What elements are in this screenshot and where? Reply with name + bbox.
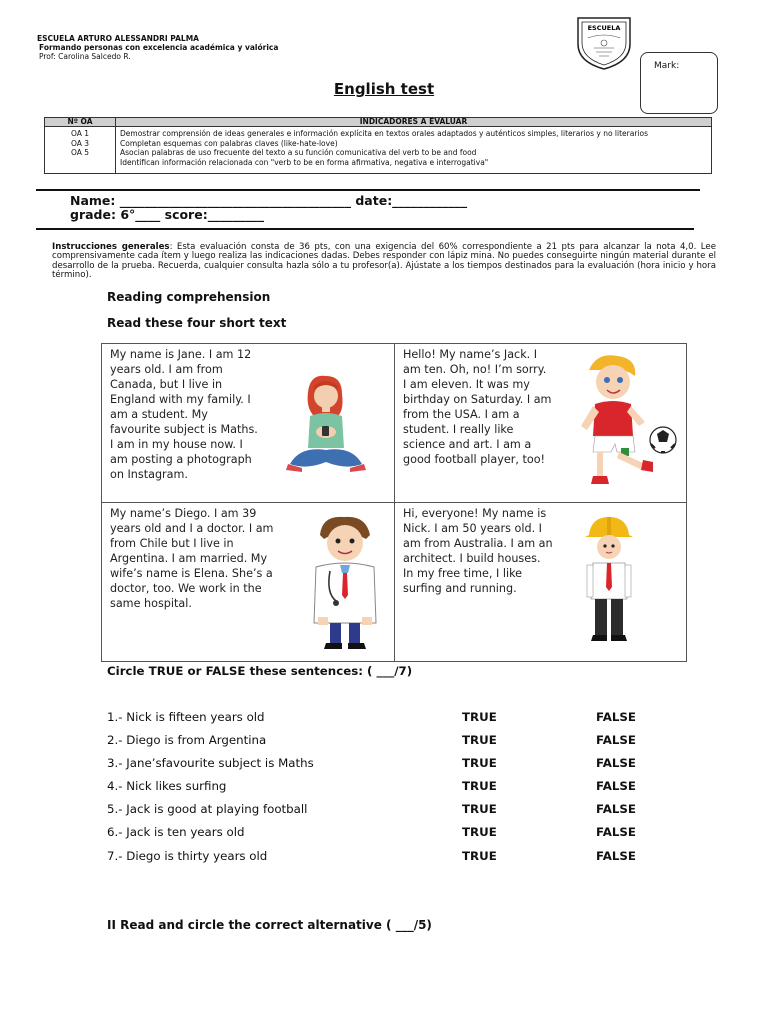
reading-texts-grid <box>101 343 687 662</box>
true-option[interactable]: TRUE <box>462 779 497 793</box>
tf-question: 5.- Jack is good at playing football <box>107 802 308 816</box>
table-row <box>45 127 712 174</box>
indicator: Identifican información relacionada con "verb to be en forma afirmativa, negativa e interrogativa" <box>120 157 489 167</box>
section-subheading: Read these four short text <box>107 316 287 330</box>
false-option[interactable]: FALSE <box>596 802 636 816</box>
tf-question: 4.- Nick likes surfing <box>107 779 227 793</box>
school-seal <box>574 14 634 72</box>
true-option[interactable]: TRUE <box>462 733 497 747</box>
true-option[interactable]: TRUE <box>462 802 497 816</box>
tf-question: 1.- Nick is fifteen years old <box>107 710 265 724</box>
true-option[interactable]: TRUE <box>462 849 497 863</box>
section-2-heading: II Read and circle the correct alternative ( ___/5) <box>107 918 432 932</box>
col-oa-header: Nº OA <box>45 118 116 127</box>
true-option[interactable]: TRUE <box>462 756 497 770</box>
col-indicators-header: INDICADORES A EVALUAR <box>116 118 712 127</box>
indicator: Asocian palabras de uso frecuente del texto a su función comunicativa del verb to be and food <box>120 148 477 157</box>
text-nick <box>395 503 686 661</box>
architect-image <box>579 515 639 645</box>
text-jack-body: Hello! My name’s Jack. I am ten. Oh, no! I’m sorry. I am eleven. It was my birthday on Saturday. I am from the USA. I am a student. I really like science and art. I am a good football player, too! <box>403 348 552 466</box>
text-diego-body: My name’s Diego. I am 39 years old and I a doctor. I am from Chile but I live in Argentina. I am married. My wife’s name is Elena. She’s a doctor, too. We work in the same hospital. <box>110 507 274 610</box>
section-heading: Reading comprehension <box>107 290 271 304</box>
general-instructions <box>52 243 716 281</box>
grade-score-line[interactable]: grade: 6°____ score:_________ <box>70 207 264 222</box>
text-jane-body: My name is Jane. I am 12 years old. I am from Canada, but I live in England with my family. I am a student. My favourite subject is Maths. I am in my house now. I am posting a photograph on Instagram. <box>110 348 258 481</box>
false-option[interactable]: FALSE <box>596 849 636 863</box>
school-motto: Formando personas con excelencia académica y valórica <box>39 43 279 52</box>
instructions-text: : Esta evaluación consta de 36 pts, con una exigencia del 60% correspondiente a 21 pts para alcanzar la nota 4,0. Lee comprensivamente cada ítem y luego realiza las indicaciones dadas. Debes responder con lápiz mina. No puedes conseguirte ningún material durante el desarrollo de la prueba. Recuerda, cualquier consulta hazla sólo a tu profesor(a). Ajústate a los tiempos destinados para la evaluación (hora inicio y hora término). <box>52 242 716 281</box>
boy-with-football-image <box>567 352 679 490</box>
oa-code: OA 5 <box>70 148 90 157</box>
indicators-cell <box>116 127 712 174</box>
mark-label: Mark: <box>654 61 680 71</box>
true-option[interactable]: TRUE <box>462 825 497 839</box>
divider-bottom <box>36 228 694 230</box>
false-option[interactable]: FALSE <box>596 733 636 747</box>
instructions-label: Instrucciones generales <box>52 242 170 252</box>
teacher-name: Prof: Carolina Salcedo R. <box>39 52 131 61</box>
tf-question: 2.- Diego is from Argentina <box>107 733 267 747</box>
oa-code: OA 1 <box>70 129 90 138</box>
seal-text: ESCUELA <box>587 24 621 32</box>
oa-codes-cell <box>45 127 116 174</box>
name-date-line[interactable]: Name: _____________________________________ date:____________ <box>70 193 468 208</box>
false-option[interactable]: FALSE <box>596 779 636 793</box>
table-header-row <box>45 118 712 127</box>
school-name: ESCUELA ARTURO ALESSANDRI PALMA <box>37 34 199 43</box>
false-option[interactable]: FALSE <box>596 756 636 770</box>
tf-instruction: Circle TRUE or FALSE these sentences: ( ___/7) <box>107 664 413 678</box>
text-nick-body: Hi, everyone! My name is Nick. I am 50 years old. I am from Australia. I am an architect. I build houses. In my free time, I like surfing and running. <box>403 507 553 595</box>
doctor-image <box>304 513 386 653</box>
false-option[interactable]: FALSE <box>596 825 636 839</box>
school-header <box>37 34 278 61</box>
student-info <box>70 194 467 222</box>
tf-question: 3.- Jane’sfavourite subject is Maths <box>107 756 314 770</box>
tf-question: 6.- Jack is ten years old <box>107 825 245 839</box>
true-option[interactable]: TRUE <box>462 710 497 724</box>
text-diego <box>102 503 393 661</box>
oa-code: OA 3 <box>70 138 90 148</box>
indicators-table <box>44 117 712 174</box>
divider-top <box>36 189 700 191</box>
false-option[interactable]: FALSE <box>596 710 636 724</box>
text-jack <box>395 344 686 502</box>
page-title: English test <box>333 80 435 98</box>
text-jane <box>102 344 393 502</box>
indicator: Completan esquemas con palabras claves (like-hate-love) <box>120 138 338 148</box>
tf-question: 7.- Diego is thirty years old <box>107 849 268 863</box>
girl-with-phone-image <box>280 372 372 476</box>
indicator: Demostrar comprensión de ideas generales e información explícita en textos orales adaptados y auténticos simples, literarios y no literarios <box>120 129 648 138</box>
